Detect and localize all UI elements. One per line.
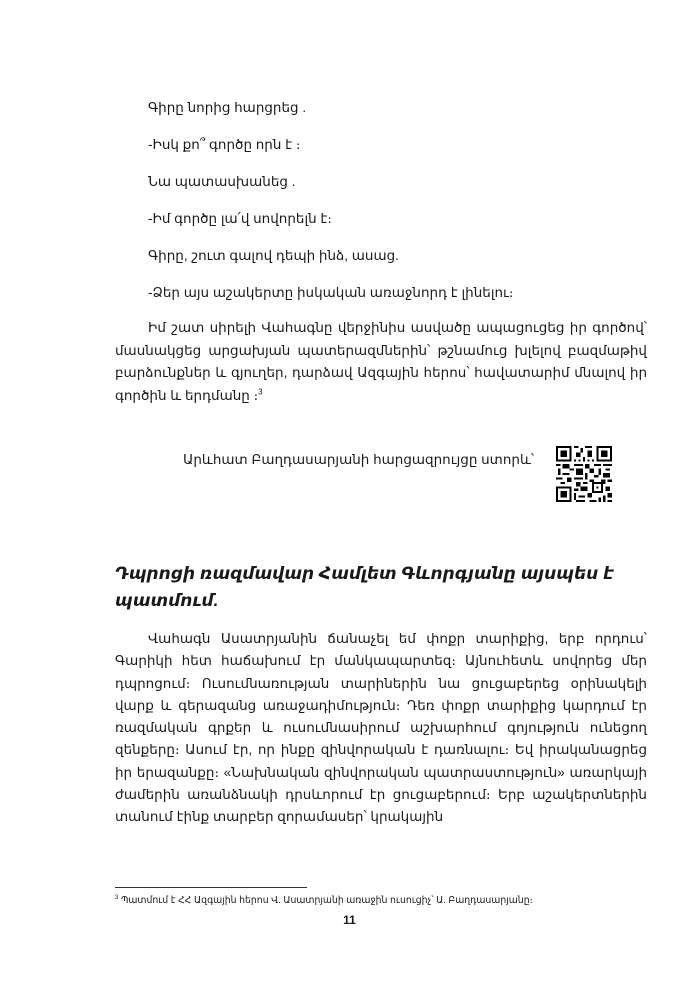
dialogue-line-3: Նա պատասխանեց . [148,174,296,189]
footnote-text: Պատմում է ՀՀ Ազգային հերոս Վ. Ասատրյանի առաջին ուսուցիչ՝ Ա. Բաղդասարյանը։ [120,895,533,906]
qr-caption: Արևհատ Բաղդասարյանի հարցազրույցը ստորև՝ [183,452,535,467]
qr-code-icon[interactable] [556,446,612,502]
section-heading: Դպրոցի ռազմավար Համլետ Գևորգյանը այսպես է պատմում. [115,564,614,610]
paragraph-hero [115,317,647,407]
footnote-reference[interactable]: 3 [258,387,263,397]
footnote-divider [115,887,307,888]
dialogue-line-6: -Ձեր այս աշակերտը իսկական առաջնորդ է լինելու։ [148,285,514,300]
paragraph-hero-text: Իմ շատ սիրելի Վահագնը վերջինիս ասվածը ապացուցեց իր գործով՝ մասնակցեց արցախյան պատերազմներին՝ թշնամուց խլելով բազմաթիվ բարձունքներ և գյուղեր, դարձավ Ազգային հերոս՝ հավատարիմ մնալով իր գործին և երդմանը ։ [115,320,647,403]
dialogue-line-5: Գիրը, շուտ գալով դեպի ինձ, ասաց. [148,248,399,263]
footnote-number: 3 [115,895,119,901]
paragraph-teacher-story: Վահագն Ասատրյանին ճանաչել եմ փոքր տարիքից, երբ որդուս՝ Գարիկի հետ հաճախում էր մանկապարտեզ։ Այնուհետև սովորեց մեր դպրոցում։ Ուսումնառության տարիներին նա ցուցաբերեց օրինակելի վարք և գերազանց առաջադիմություն։ Դեռ փոքր տարիքից կարդում էր ռազմական գրքեր և ուսումնասիրում աշխարհում գոյություն ունեցող զենքերը։ Ասում էր, որ ինքը զինվորական է դառնալու։ Եվ իրականացրեց իր երազանքը։ «Նախնական զինվորական պատրաստություն» առարկայի ժամերին առանձնակի դրսևորում էր ցուցաբերում։ Երբ աշակերտներին տանում էինք տարբեր զորամասեր՝ կրակային [115,631,647,825]
page-number: 11 [343,913,356,927]
dialogue-line-1: Գիրը նորից հարցրեց . [148,100,307,115]
footnote [115,895,533,906]
dialogue-line-4: -Իմ գործը լա՛վ սովորելն է։ [148,211,332,226]
dialogue-line-2: -Իսկ քո՞ գործը որն է ։ [148,137,301,152]
